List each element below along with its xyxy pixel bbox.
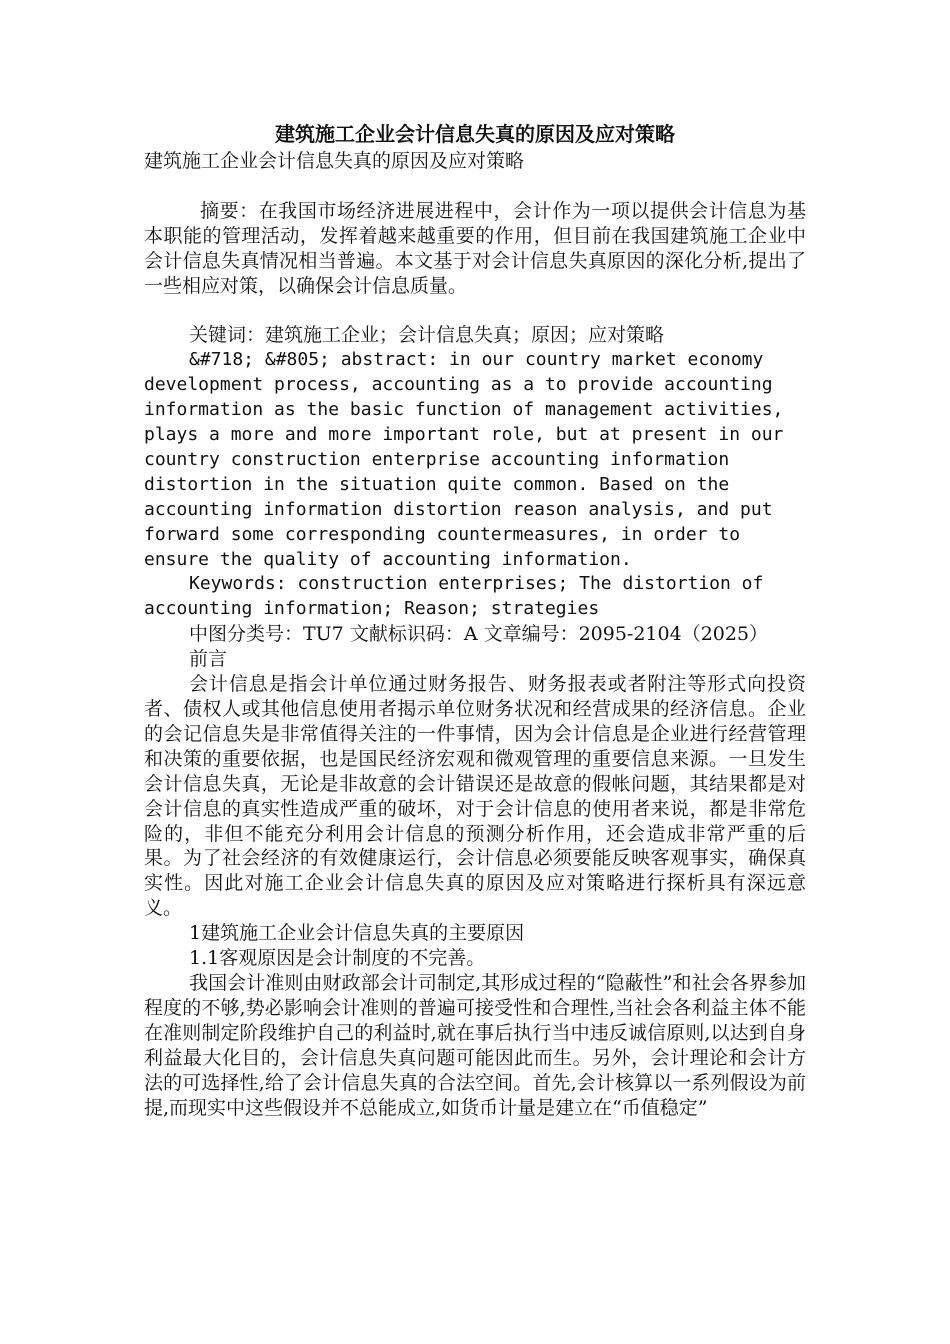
section-1-1-paragraph: 我国会计准则由财政部会计司制定,其形成过程的“隐蔽性”和社会各界参加程度的不够,势必影响会计准则的普遍可接受性和合理性,当社会各利益主体不能在准则制定阶段维护自己的利益时,就在事后执行当中违反诚信原则,以达到自身利益最大化目的，会计信息失真问题可能因此而生。另外，会计理论和会计方法的可选择性,给了会计信息失真的合法空间。首先,会计核算以一系列假设为前提,而现实中这些假设并不总能成立,如货币计量是建立在“币值稳定” bbox=[144, 971, 806, 1119]
section-1-heading: 1建筑施工企业会计信息失真的主要原因 bbox=[189, 922, 525, 945]
document-subtitle: 建筑施工企业会计信息失真的原因及应对策略 bbox=[144, 150, 525, 172]
blank-line bbox=[144, 299, 806, 324]
blank-line bbox=[144, 174, 806, 199]
document-title: 建筑施工企业会计信息失真的原因及应对策略 bbox=[275, 122, 675, 146]
abstract-paragraph: 摘要：在我国市场经济进展进程中，会计作为一项以提供会计信息为基本职能的管理活动，发挥着越来越重要的作用，但目前在我国建筑施工企业中会计信息失真情况相当普遍。本文基于对会计信息失真原因的深化分析,提出了一些相应对策，以确保会计信息质量。 bbox=[144, 199, 806, 297]
english-abstract-paragraph: &#718; &#805; abstract: in our country market economy development process, accounting as a to provide accounting information as the basic function of management activities, plays a more and more important role, but at present in our country construction enterprise accounting information distortion in the situation quite common. Based on the accounting information distortion reason analysis, and put forward some corresponding countermeasures, in order to ensure the quality of accounting information. bbox=[144, 349, 784, 570]
classification-line: 中图分类号：TU7 文献标识码：A 文章编号：2095-2104（2025） bbox=[189, 623, 769, 646]
document-page bbox=[144, 120, 806, 1120]
english-keywords-paragraph: Keywords: construction enterprises; The distortion of accounting information; Reason; strategies bbox=[144, 573, 764, 620]
keywords-paragraph: 关键词：建筑施工企业；会计信息失真；原因；应对策略 bbox=[189, 324, 665, 347]
preface-heading: 前言 bbox=[189, 648, 228, 671]
section-1-1-heading: 1.1客观原因是会计制度的不完善。 bbox=[189, 947, 486, 970]
preface-paragraph: 会计信息是指会计单位通过财务报告、财务报表或者附注等形式向投资者、债权人或其他信息使用者揭示单位财务状况和经营成果的经济信息。企业的会记信息失是非常值得关注的一件事情，因为会计信息是企业进行经营管理和决策的重要依据，也是国民经济宏观和微观管理的重要信息来源。一旦发生会计信息失真，无论是非故意的会计错误还是故意的假帐问题，其结果都是对会计信息的真实性造成严重的破坏，对于会计信息的使用者来说，都是非常危险的，非但不能充分利用会计信息的预测分析作用，还会造成非常严重的后果。为了社会经济的有效健康运行，会计信息必须要能反映客观事实，确保真实性。因此对施工企业会计信息失真的原因及应对策略进行探析具有深远意义。 bbox=[144, 673, 806, 920]
